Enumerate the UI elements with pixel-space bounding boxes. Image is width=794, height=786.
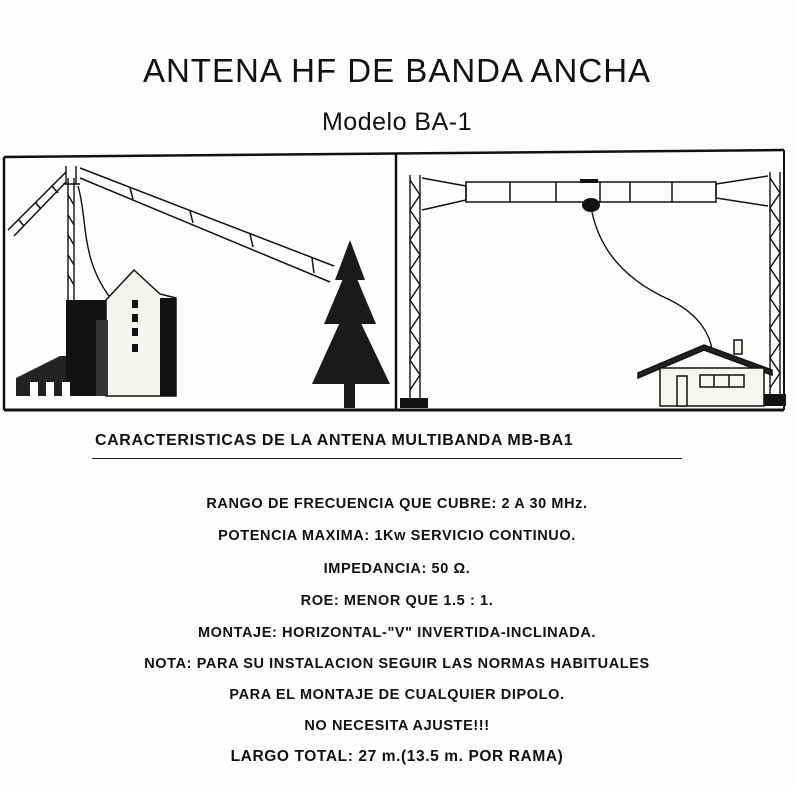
left-feedline — [78, 186, 112, 300]
spec-note-line-2: PARA EL MONTAJE DE CUALQUIER DIPOLO. — [229, 687, 565, 703]
left-mast — [410, 175, 420, 400]
spec-impedance: IMPEDANCIA: 50 Ω. — [323, 561, 471, 577]
inclined-install-panel — [8, 166, 390, 408]
inclined-dipole-wire — [80, 168, 334, 282]
spec-swr: ROE: MENOR QUE 1.5 : 1. — [300, 593, 494, 609]
document-title: ANTENA HF DE BANDA ANCHA — [142, 52, 652, 89]
pine-tree — [312, 240, 390, 408]
horizontal-install-panel — [400, 172, 786, 408]
left-guy-rope — [8, 172, 66, 236]
center-insulator — [580, 179, 598, 183]
antenna-illustration — [0, 148, 794, 414]
balun — [582, 198, 600, 212]
spec-mounting: MONTAJE: HORIZONTAL-"V" INVERTIDA-INCLINADA. — [197, 625, 597, 641]
right-feedline — [592, 212, 712, 350]
heading-underline — [92, 458, 682, 459]
spec-note-line-1: NOTA: PARA SU INSTALACION SEGUIR LAS NORMAS HABITUALES — [144, 656, 650, 672]
left-buildings — [16, 270, 176, 396]
spec-no-tuning: NO NECESITA AJUSTE!!! — [304, 718, 490, 734]
right-mast — [770, 172, 780, 396]
spec-total-length: LARGO TOTAL: 27 m.(13.5 m. POR RAMA) — [230, 748, 564, 765]
right-mast-base — [764, 394, 786, 406]
model-subtitle: Modelo BA-1 — [321, 108, 473, 136]
spec-frequency-range: RANGO DE FRECUENCIA QUE CUBRE: 2 A 30 MHz. — [206, 496, 588, 512]
house — [638, 340, 772, 406]
left-tower — [63, 166, 80, 300]
spec-max-power: POTENCIA MAXIMA: 1Kw SERVICIO CONTINUO. — [218, 528, 576, 544]
specifications-heading: CARACTERISTICAS DE LA ANTENA MULTIBANDA MB-BA1 — [95, 432, 574, 449]
left-mast-base — [400, 398, 428, 408]
